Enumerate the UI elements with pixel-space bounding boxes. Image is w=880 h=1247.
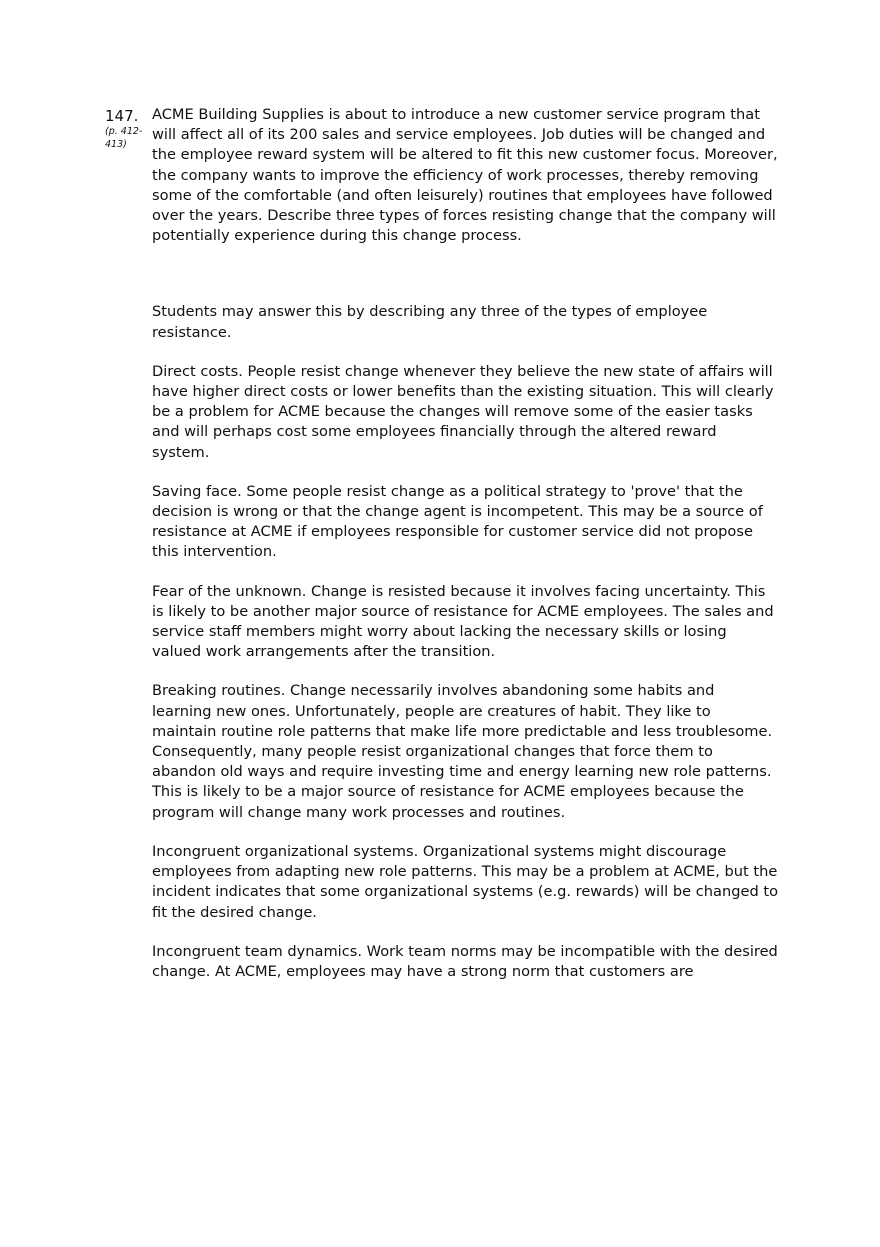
answer-direct-costs: Direct costs. People resist change whenever they believe the new state of affairs will have higher direct costs or lower benefits than the existing situation. This will clearly be a problem for ACME because the changes will remove some of the easier tasks and will perhaps cost some employees financially through the altered reward system. — [152, 362, 774, 461]
answer-intro: Students may answer this by describing any three of the types of employee resistance. — [152, 303, 708, 341]
answer-incongruent-team-dynamics: Incongruent team dynamics. Work team norms may be incompatible with the desired change. At ACME, employees may have a strong norm that customers are — [152, 942, 778, 980]
question-text: ACME Building Supplies is about to introduce a new customer service program that will affect all of its 200 sales and service employees. Job duties will be changed and the employee reward system will be altered to fit this new customer focus. Moreover, the company wants to improve the efﬁciency of work processes, thereby removing some of the comfortable (and often leisurely) routines that employees have followed over the years. Describe three types of forces resisting change that the company will potentially experience during this change process. — [152, 106, 778, 245]
page-reference: (p. 412-413) — [105, 126, 143, 150]
answer-saving-face: Saving face. Some people resist change as a political strategy to 'prove' that the decision is wrong or that the change agent is incompetent. This may be a source of resistance at ACME if employees responsible for customer service did not propose this intervention. — [152, 482, 763, 561]
answer-incongruent-systems: Incongruent organizational systems. Organizational systems might discourage employees from adapting new role patterns. This may be a problem at ACME, but the incident indicates that some organizational systems (e.g. rewards) will be changed to fit the desired change. — [152, 842, 778, 921]
answer-fear-of-unknown: Fear of the unknown. Change is resisted because it involves facing uncertainty. This is likely to be another major source of resistance for ACME employees. The sales and service staff members might worry about lacking the necessary skills or losing valued work arrangements after the transition. — [152, 582, 774, 661]
question-content — [152, 105, 778, 1001]
question-number: 147. — [105, 107, 139, 125]
answer-breaking-routines: Breaking routines. Change necessarily involves abandoning some habits and learning new ones. Unfortunately, people are creatures of habit. They like to maintain routine role patterns that make life more predictable and less troublesome. Consequently, many people resist organizational changes that force them to abandon old ways and require investing time and energy learning new role patterns. This is likely to be a major source of resistance for ACME employees because the program will change many work processes and routines. — [152, 682, 773, 821]
